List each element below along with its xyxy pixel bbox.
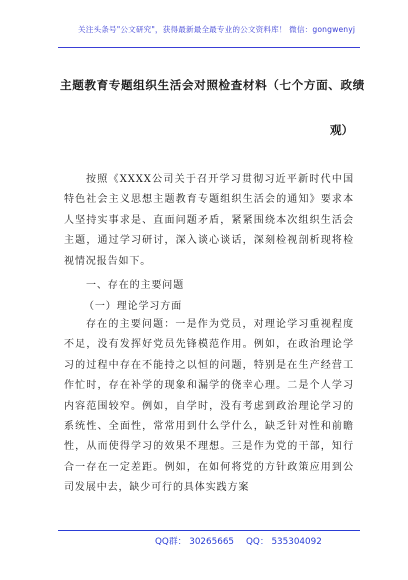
footer-qq: QQ： 535304092 (246, 537, 322, 547)
footer-qq-group: QQ群： 30265665 (155, 537, 235, 547)
header-divider (58, 47, 360, 48)
document-title: 主题教育专题组织生活会对照检查材料（七个方面、政绩 (60, 78, 365, 92)
header-note: 关注头条号"公文研究"，获得最新最全最专业的公文资料库！ 微信：gongwenyj (78, 25, 356, 34)
intro-paragraph: 按照《XXXX公司关于召开学习贯彻习近平新时代中国特色社会主义思想主题教育专题组织生活会的通知》要求本人坚持实事求是、直面问题矛盾，紧紧围绕本次组织生活会主题，通过学习研讨，深入谈心谈话，深刻检视剖析现将检视情况报告如下。 (64, 174, 354, 267)
subsection-heading: （一）理论学习方面 (84, 301, 183, 312)
body-paragraph: 存在的主要问题：一是作为党员，对理论学习重视程度不足，没有发挥好党员先锋模范作用。例如，在政治理论学习的过程中存在不能持之以恒的问题，特别是在生产经营工作忙时，存在补学的现象和漏学的侥幸心理。二是个人学习内容范围较窄。例如，自学时，没有考虑到政治理论学习的系统性、全面性，常常用到什么学什么，缺乏针对性和前瞻性，从而使得学习的效果不理想。三是作为党的干部，知行合一存在一定差距。例如，在如何将党的方针政策应用到公司发展中去，缺少可行的具体实践方案 (64, 319, 354, 494)
document-title-continuation: 观） (330, 123, 354, 137)
section-heading: 一、存在的主要问题 (86, 280, 185, 291)
footer-divider (58, 530, 360, 531)
